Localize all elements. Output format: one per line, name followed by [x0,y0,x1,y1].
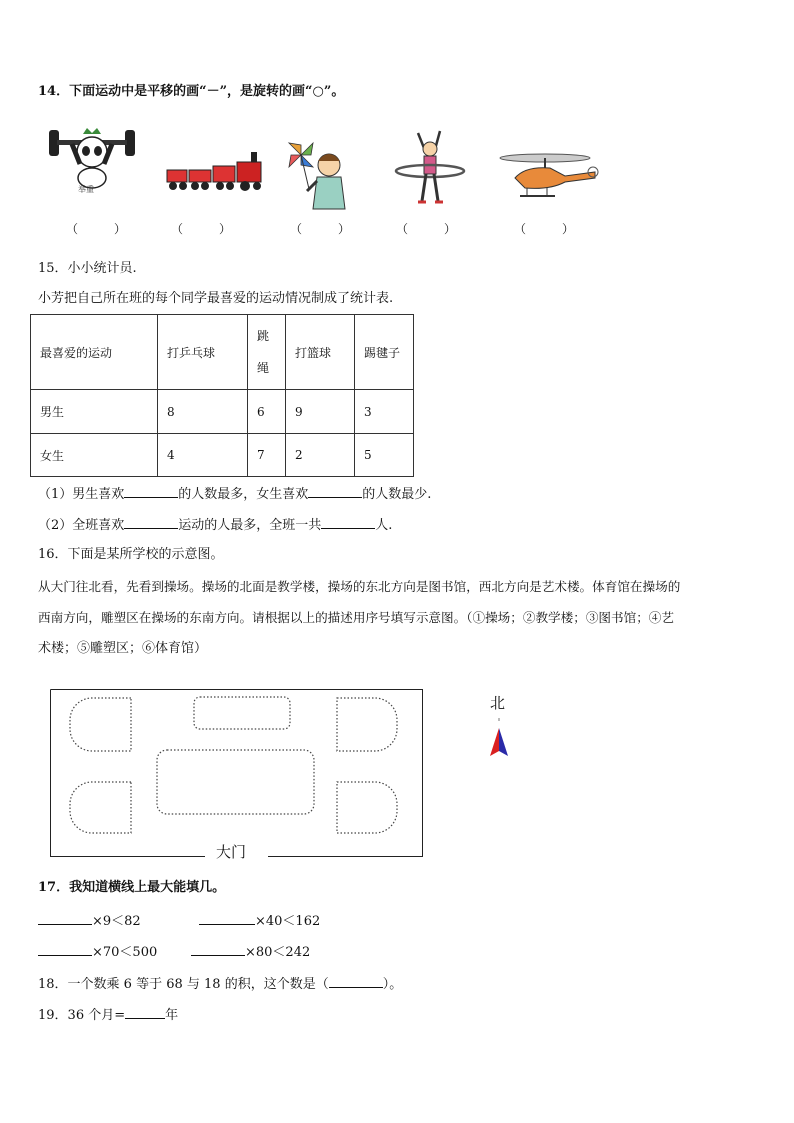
table-header-label: 最喜爱的运动 [31,315,158,390]
stats-table [30,314,414,477]
blank-girls-least[interactable] [308,485,362,498]
expr-2-text: ×40＜162 [255,914,321,929]
blank-class-total[interactable] [321,516,375,529]
train-icon [165,148,265,193]
q15-sub1-b: 的人数最多，女生喜欢 [178,487,309,502]
expr-1-text: ×9＜82 [92,914,141,929]
blank-q18[interactable] [329,975,383,988]
answer-paren-2[interactable]: （ ） [171,222,232,236]
answer-paren-3[interactable]: （ ） [290,222,351,236]
table-col-basketball: 打篮球 [286,315,355,390]
q18-text-b: ）。 [382,977,403,992]
q15-sub2 [38,516,392,534]
blank-class-most[interactable] [124,516,178,529]
q15-sub2-b: 运动的人最多，全班一共 [178,518,322,533]
gate-label: 大门 [216,843,247,861]
north-label: 北 [490,694,506,712]
q17-expr-1 [38,912,141,930]
table-row-label: 男生 [31,390,158,434]
q15-sub1-c: 的人数最少. [362,487,432,502]
answer-paren-4[interactable]: （ ） [396,222,457,236]
expr-4-text: ×80＜242 [245,945,311,960]
answer-paren-1[interactable]: （ ） [66,222,127,236]
hula-hoop-girl-icon [388,125,468,210]
blank-q19[interactable] [125,1006,165,1019]
answer-paren-5[interactable]: （ ） [514,222,575,236]
table-row-label: 女生 [31,434,158,477]
blank-expr-1[interactable] [38,912,92,925]
table-cell: 7 [248,434,286,477]
table-cell: 4 [158,434,248,477]
table-row [31,390,414,434]
q18-text-a: 18．一个数乘 6 等于 68 与 18 的积，这个数是（ [38,977,329,992]
blank-boys-most[interactable] [124,485,178,498]
table-cell: 9 [286,390,355,434]
q17-title: 17．我知道横线上最大能填几。 [38,880,226,895]
table-col-jumprope-line2: 绳 [257,361,270,375]
north-arrow-icon [487,718,511,758]
pinwheel-boy-icon [285,135,355,213]
q15-title: 15．小小统计员. [38,261,137,276]
table-cell: 3 [355,390,414,434]
table-col-jumprope [248,315,286,390]
table-col-shuttlecock: 踢毽子 [355,315,414,390]
q19-text-a: 19．36 个月= [38,1008,126,1023]
q19-text-b: 年 [165,1008,179,1023]
q17-expr-3 [38,943,157,961]
school-map [50,689,423,857]
table-row [31,434,414,477]
q16-line3: 术楼；⑤雕塑区；⑥体育馆） [38,641,208,656]
q15-sub2-a: （2）全班喜欢 [38,518,125,533]
q16-title: 16．下面是某所学校的示意图。 [38,547,224,562]
q15-sub1 [38,485,431,503]
q17-expr-2 [199,912,320,930]
weightlifting-caption: 举重 [78,185,94,194]
q16-line2: 西南方向，雕塑区在操场的东南方向。请根据以上的描述用序号填写示意图。（①操场；②教学楼；③图书馆；④艺 [38,610,674,625]
blank-expr-2[interactable] [199,912,255,925]
helicopter-icon [495,150,600,205]
q18 [38,975,402,993]
table-cell: 8 [158,390,248,434]
expr-3-text: ×70＜500 [92,945,158,960]
table-cell: 5 [355,434,414,477]
table-cell: 6 [248,390,286,434]
blank-expr-3[interactable] [38,943,92,956]
q15-sub2-c: 人. [375,518,393,533]
table-col-jumprope-line1: 跳 [257,329,270,343]
q17-expr-4 [191,943,310,961]
table-col-pingpong: 打乒乓球 [158,315,248,390]
q14-title: 14．下面运动中是平移的画“－”，是旋转的画“○”。 [38,84,345,99]
q15-intro: 小芳把自己所在班的每个同学最喜爱的运动情况制成了统计表. [38,291,394,306]
q15-sub1-a: （1）男生喜欢 [38,487,125,502]
table-cell: 2 [286,434,355,477]
blank-expr-4[interactable] [191,943,245,956]
q16-line1: 从大门往北看，先看到操场。操场的北面是教学楼，操场的东北方向是图书馆，西北方向是艺术楼。体育馆在操场的 [38,579,681,594]
q19 [38,1006,178,1024]
